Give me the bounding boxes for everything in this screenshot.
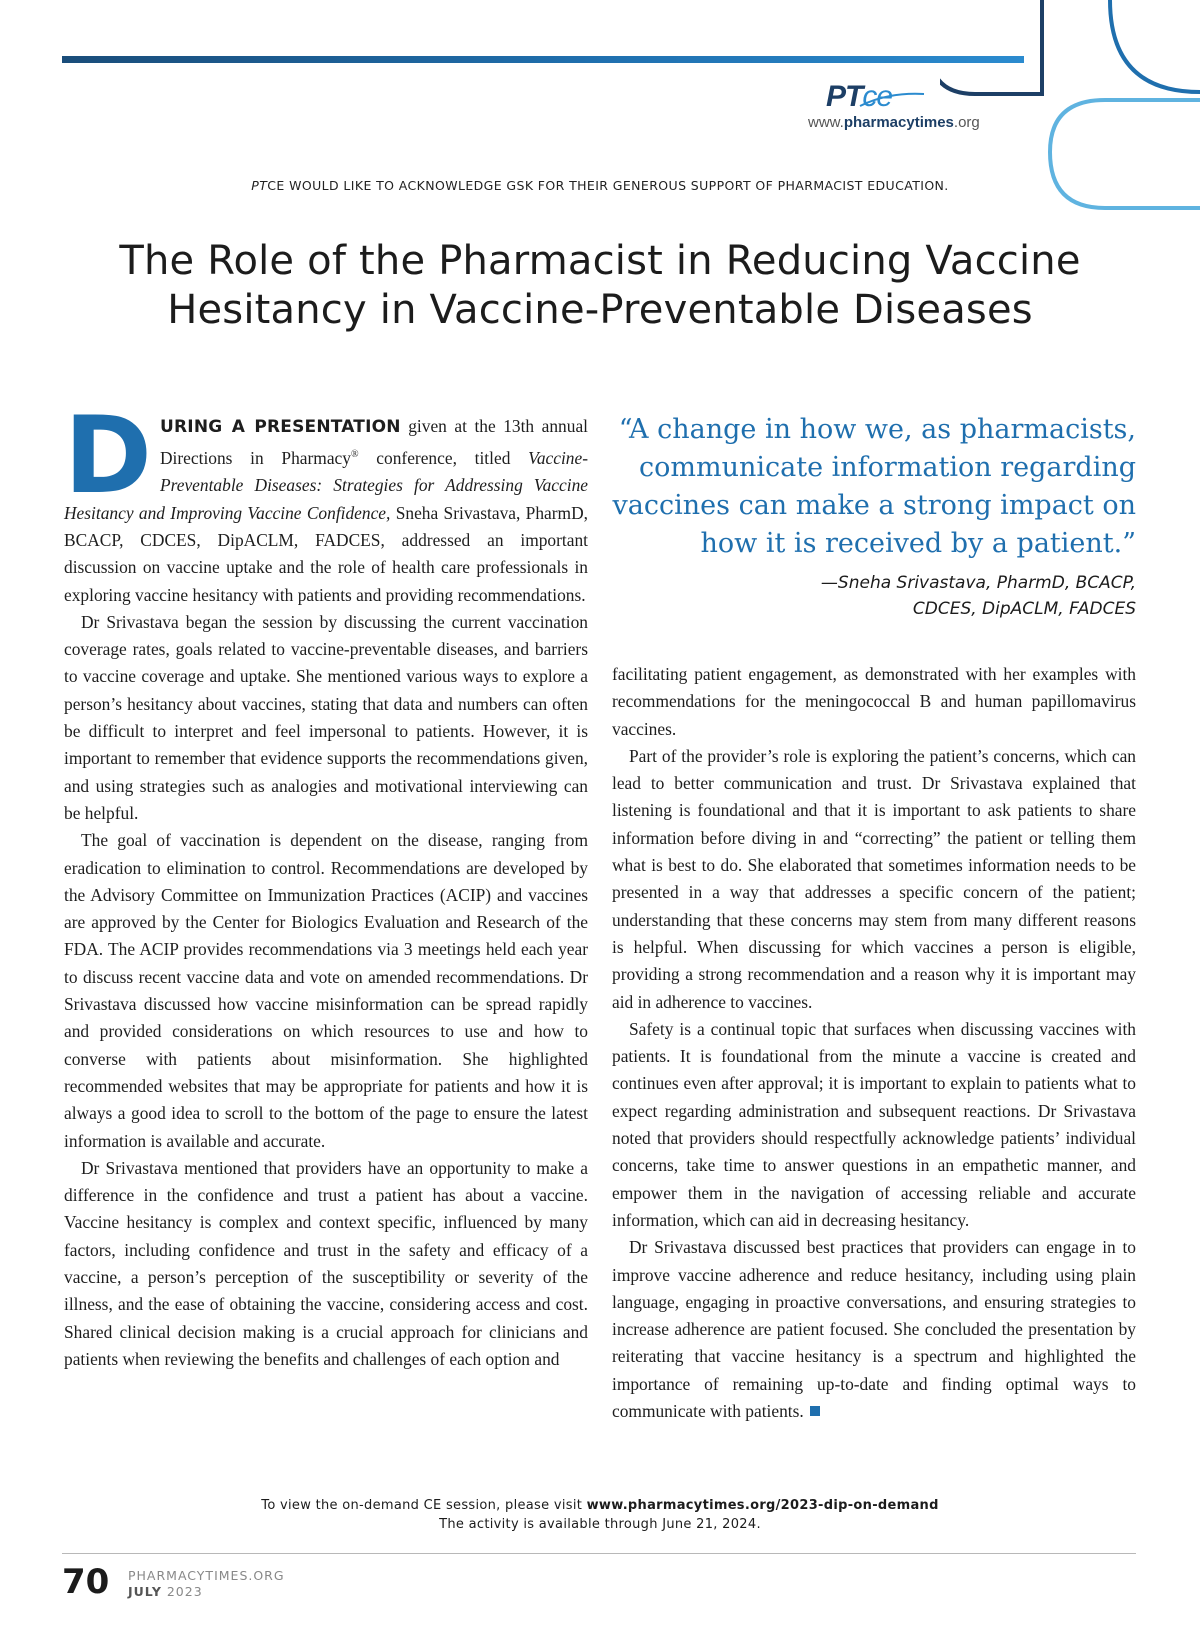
article-paragraph-8: Dr Srivastava discussed best practices that providers can engage in to improve vaccine adherence and reduce hesitancy, including using plain language, engaging in proactive conversations, and ensuring strategies to increase adherence are patient focused. She concluded the presentation by reiterating that vaccine hesitancy is a spectrum and highlighted the importance of remaining up-to-date and finding optimal ways to communicate with patients. — [612, 1237, 1136, 1422]
publication-name: PHARMACYTIMES.ORG — [128, 1568, 285, 1583]
article-paragraph-1: DURING A PRESENTATION given at the 13th annual Directions in Pharmacy® conference, titled Vaccine-Preventable Diseases: Strategies for Addressing Vaccine Hesitancy and Improving Vaccine Confidence, Sneha Srivastava, PharmD, BCACP, CDCES, DipACLM, FADCES, addressed an important discussion on vaccine uptake and the role of health care professionals in exploring vaccine hesitancy with patients and providing recommendations. — [64, 394, 588, 605]
logo-ce: ce — [862, 80, 893, 113]
ptce-logo — [808, 80, 1038, 138]
drop-cap: D — [64, 394, 152, 517]
footer-rule — [62, 1553, 1136, 1554]
pull-quote — [612, 411, 1136, 622]
article-paragraph-2: Dr Srivastava began the session by discussing the current vaccination coverage rates, goals related to vaccine-preventable diseases, and barriers to vaccine coverage and uptake. She mentioned various ways to explore a person’s hesitancy about vaccines, stating that data and numbers can often be difficult to interpret and feel impersonal to patients. However, it is important to remember that evidence supports the recommendations given, and using strategies such as analogies and motivational interviewing can be helpful. — [64, 611, 588, 823]
publication-info — [128, 1568, 285, 1600]
article-paragraph-4: Dr Srivastava mentioned that providers have an opportunity to make a difference in the confidence and trust a patient has about a vaccine. Vaccine hesitancy is complex and context specific, influenced by many factors, including confidence and trust in the safety and efficacy of a vaccine, a person’s perception of the susceptibility or severity of the illness, and the ease of obtaining the vaccine, considering access and cost. Shared clinical decision making is a crucial approach for clinicians and patients when reviewing the benefits and challenges of each option and — [64, 1157, 588, 1369]
logo-swoosh-icon — [858, 88, 928, 112]
sponsor-acknowledgment: PTCE WOULD LIKE TO ACKNOWLEDGE GSK FOR THEIR GENEROUS SUPPORT OF PHARMACIST EDUCATION. — [251, 178, 949, 193]
issue-date: JULY 2023 — [128, 1584, 203, 1599]
article-paragraph-5: facilitating patient engagement, as demonstrated with her examples with recommendations for the meningococcal B and human papillomavirus vaccines. — [612, 664, 1136, 739]
end-of-article-mark — [810, 1406, 820, 1416]
pull-quote-attribution: —Sneha Srivastava, PharmD, BCACP, CDCES, DipACLM, FADCES — [820, 573, 1136, 619]
article-title: The Role of the Pharmacist in Reducing Vaccine Hesitancy in Vaccine-Preventable Diseases — [119, 238, 1081, 333]
pull-quote-text: “A change in how we, as pharmacists, communicate information regarding vaccines can make a strong impact on how it is received by a patient.” — [612, 414, 1136, 559]
lead-in: URING A PRESENTATION — [160, 417, 401, 437]
ce-session-link[interactable]: www.pharmacytimes.org/2023-dip-on-demand — [586, 1498, 939, 1513]
ce-session-note: To view the on-demand CE session, please visit www.pharmacytimes.org/2023-dip-on-demand The activity is available through June 21, 2024. — [261, 1498, 939, 1532]
logo-pt: PT — [826, 80, 863, 113]
page-number: 70 — [62, 1562, 110, 1602]
article-paragraph-6: Part of the provider’s role is exploring the patient’s concerns, which can lead to better communication and trust. Dr Srivastava explained that listening is foundational and that it is important to ask patients to share information before diving in and “correcting” the patient or telling them what is best to do. She elaborated that sometimes information needs to be presented in a way that addresses a specific concern of the patient; understanding that these concerns may stem from many different reasons is helpful. When discussing for which vaccines a person is eligible, providing a strong recommendation and a reason why it is important may aid in adherence to vaccines. — [612, 745, 1136, 1012]
article-paragraph-3: The goal of vaccination is dependent on the disease, ranging from eradication to elimination to control. Recommendations are developed by the Advisory Committee on Immunization Practices (ACIP) and vaccines are approved by the Center for Biologics Evaluation and Research of the FDA. The ACIP provides recommendations via 3 meetings held each year to discuss recent vaccine data and vote on amended recommendations. Dr Srivastava discussed how vaccine misinformation can be spread rapidly and provided considerations on which resources to use and how to converse with patients about misinformation. She highlighted recommended websites that may be appropriate for patients and how it is always a good idea to scroll to the bottom of the page to ensure the latest information is available and accurate. — [64, 830, 588, 1151]
logo-url: www.pharmacytimes.org — [808, 114, 980, 131]
article-paragraph-7: Safety is a continual topic that surfaces when discussing vaccines with patients. It is foundational from the minute a vaccine is created and continues even after approval; it is important to explain to patients what to expect regarding administration and subsequent reactions. Dr Srivastava noted that providers should respectfully acknowledge patients’ individual concerns, take time to answer questions in an empathetic manner, and empower them in the navigation of accessing reliable and accurate information, which can aid in decreasing hesitancy. — [612, 1018, 1136, 1230]
article-column-left — [64, 394, 588, 1373]
header-rule — [62, 56, 1024, 63]
article-column-right — [612, 661, 1136, 1425]
